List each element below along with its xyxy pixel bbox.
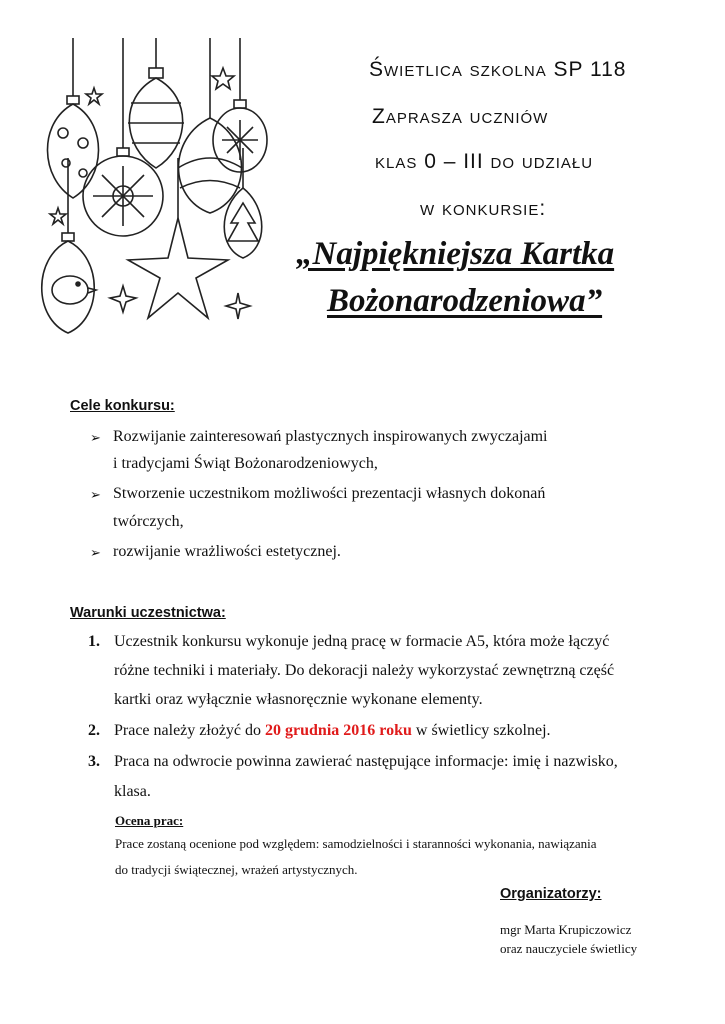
condition-2-before: Prace należy złożyć do — [114, 722, 266, 739]
condition-number-1: 1. — [88, 633, 100, 650]
goal-item-3-line1: rozwijanie wrażliwości estetycznej. — [113, 543, 341, 560]
christmas-ornaments-illustration — [28, 38, 290, 338]
condition-3-line2: klasa. — [114, 783, 151, 800]
goal-item-1-line2: i tradycjami Świąt Bożonarodzeniowych, — [113, 455, 378, 472]
bird-ornament-icon — [42, 233, 96, 333]
invitation-heading: Zaprasza uczniów — [372, 105, 549, 128]
goals-heading: Cele konkursu: — [70, 398, 175, 414]
goal-item-2-line1: Stworzenie uczestnikom możliwości prezentacji własnych dokonań — [113, 485, 546, 502]
conditions-heading: Warunki uczestnictwa: — [70, 605, 226, 621]
organizer-name: mgr Marta Krupiczowicz — [500, 922, 632, 937]
bullet-arrow-icon: ➢ — [90, 430, 101, 445]
organizer-staff: oraz nauczyciele świetlicy — [500, 941, 638, 956]
round-snowflake-ball-icon — [83, 148, 163, 236]
condition-2-after: w świetlicy szkolnej. — [411, 722, 551, 739]
swirl-ornament-icon — [47, 96, 98, 198]
contest-heading: w konkursie: — [420, 197, 547, 220]
condition-1-line1: Uczestnik konkursu wykonuje jedną pracę w formacie A5, która może łączyć — [114, 633, 610, 650]
deadline-date: 20 grudnia 2016 roku — [265, 722, 412, 739]
school-club-heading: Świetlica szkolna SP 118 — [369, 58, 627, 81]
goal-item-1-line1: Rozwijanie zainteresowań plastycznych inspirowanych zwyczajami — [113, 428, 548, 445]
evaluation-line2: do tradycji świątecznej, wrażeń artystycznych. — [115, 862, 358, 877]
bullet-arrow-icon: ➢ — [90, 545, 101, 560]
evaluation-heading: Ocena prac: — [115, 813, 184, 828]
contest-title-line1: „Najpiękniejsza Kartka — [296, 236, 615, 272]
condition-1-line2: różne techniki i materiały. Do dekoracji należy wykorzystać zewnętrzną część — [114, 662, 615, 679]
star-ornament-icon — [128, 218, 228, 318]
condition-3-line1: Praca na odwrocie powinna zawierać następujące informacje: imię i nazwisko, — [114, 753, 618, 770]
condition-number-2: 2. — [88, 722, 100, 739]
goal-item-2-line2: twórczych, — [113, 513, 184, 530]
condition-number-3: 3. — [88, 753, 100, 770]
striped-ornament-icon — [128, 68, 184, 168]
snowflake-ornament-icon — [213, 100, 267, 172]
contest-title-line2: Bożonarodzeniowa” — [327, 283, 603, 319]
condition-2-line — [114, 722, 551, 740]
bullet-arrow-icon: ➢ — [90, 487, 101, 502]
evaluation-line1: Prace zostaną ocenione pod względem: samodzielności i staranności wykonania, nawiązania — [115, 836, 597, 851]
condition-1-line3: kartki oraz wyłącznie własnoręcznie wykonane elementy. — [114, 691, 483, 708]
organizers-heading: Organizatorzy: — [500, 886, 602, 902]
classes-heading: klas 0 – III do udziału — [375, 150, 594, 173]
